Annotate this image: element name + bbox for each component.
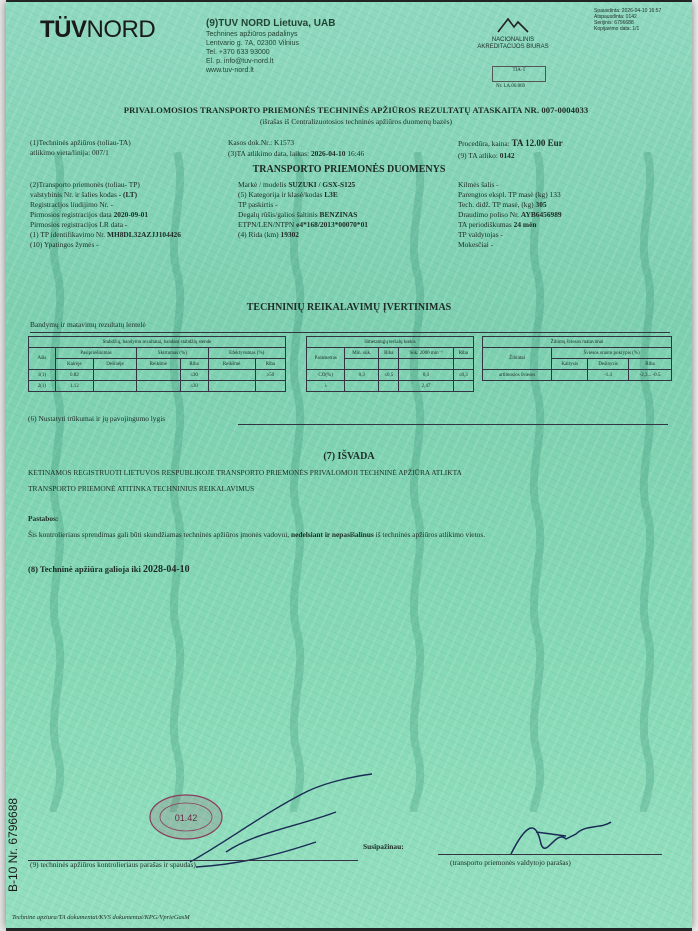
brake-table-title: Stabdžių, bandymo rezultatai, bandant stabdžių stende <box>29 337 286 348</box>
notes-text: Šis kontrolieriaus sprendimas gali būti skundžiamas techninės apžiūros įmonės vadovui, nedelsiant ir nepasišalinus iš techninės apžiūros atlikimo vietos. <box>28 530 486 539</box>
col-header: Efektyvumas (%) <box>208 348 286 359</box>
acknowledged-label: Susipažinau: <box>363 842 404 851</box>
inspector-sign-caption: (9) techninės apžiūros kontrolieriaus parašas ir spaudas) <box>30 860 196 869</box>
tuv-nord-logo: TÜVNORD <box>40 16 156 43</box>
col-header: Skirtumas (%) <box>137 348 208 359</box>
owner-sign-line <box>438 854 662 855</box>
defects-line <box>238 424 668 425</box>
print-meta-line: Spausdinta: 2026-04-10 16:57 <box>594 8 662 14</box>
company-line: Tel. +370 633 93000 <box>206 49 270 56</box>
headlight-table: Žibintų šviesos matavimai Žibintai Šviesos srauto pokrypis (%) Kairysis Dešinysis Riba artimosios šviesos -1.3 -2,3... -0.5 <box>482 336 672 381</box>
guilloche-wave <box>166 152 188 812</box>
company-line: www.tuv-nord.lt <box>206 67 254 74</box>
cash-doc: Kasos dok.Nr.: K1573 <box>228 138 295 147</box>
accreditation-number: Nr. LA.06.069 <box>496 84 526 89</box>
brake-table: Stabdžių, bandymo rezultatai, bandant stabdžių stende Ašis Pasipriešinimas Skirtumas (%) Efektyvumas (%) Kairėje Dešinėje Reikšmė Riba Reikšmė Riba 1(1) 0.82 ≤30 ≥50 2(1) 1.12 ≤30 <box>28 336 286 392</box>
print-meta-line: Serijinis: 6796688 <box>594 20 634 26</box>
serial-number: B-10 Nr. 6796688 <box>6 797 20 892</box>
guilloche-wave <box>526 152 548 812</box>
conclusion-title: (7) IŠVADA <box>323 451 375 462</box>
report-title: PRIVALOMOSIOS TRANSPORTO PRIEMONĖS TECHNINĖS APŽIŪROS REZULTATŲ ATASKAITA NR. 007-0004033 <box>123 105 589 115</box>
table-row: artimosios šviesos -1.3 -2,3... -0.5 <box>483 370 672 381</box>
conclusion-line-2: TRANSPORTO PRIEMONĖ ATITINKA TECHNINIUS REIKALAVIMUS <box>28 484 255 493</box>
footer-path: Technine apziura/TA dokumentai/KVS dokumentai/KPG/VprieGasM <box>12 914 190 921</box>
company-block <box>206 18 335 75</box>
owner-sign-caption: (transporto priemonės valdytojo parašas) <box>450 858 571 867</box>
inspector-id: (9) TA atliko: 0142 <box>458 151 515 160</box>
headlight-table-title: Žibintų šviesos matavimai <box>483 337 672 348</box>
svg-text:01.42: 01.42 <box>174 813 198 823</box>
conclusion-line-1: KETINAMOS REGISTRUOTI LIETUVOS RESPUBLIKOJE TRANSPORTO PRIEMONĖS PRIVALOMOJI TECHNINĖ APŽIŪRA ATLIKTA <box>28 468 462 477</box>
table-row: CO(%) 0,3 ≤0,5 0,3 ≤0,3 <box>307 370 474 381</box>
inspection-report-sheet <box>6 2 692 928</box>
requirements-section-title: TECHNINIŲ REIKALAVIMŲ ĮVERTINIMAS <box>246 302 452 313</box>
table-row: λ 2,47 <box>307 381 474 392</box>
guilloche-wave <box>636 152 658 812</box>
vehicle-col-1: (2)Transporto priemonės (toliau- TP) valstybinis Nr. ir šalies kodas - (LT) Registracijos liudijimo Nr. - Pirmosios registracijos data 2020-09-01 Pirmosios registracijos LR data - (1) TP identifikavimo Nr. MH8DL32AZJJ104426 (10) Ypatingos žymės - <box>30 180 181 249</box>
emission-table: Išmetamųjų teršalų kiekis Parametras Min. sūk. Riba Sūk. 2000 min⁻¹ Riba CO(%) 0,3 ≤0,5 0,3 ≤0,3 λ 2,47 <box>306 336 474 392</box>
accreditation-mark: TIA-T <box>492 66 546 82</box>
col-header: Pasipriešinimas <box>55 348 136 359</box>
defects-label: (6) Nustatyti trūkumai ir jų pavojingumo lygis <box>28 414 166 423</box>
emission-table-title: Išmetamųjų teršalų kiekis <box>307 337 474 348</box>
company-name: (9)TUV NORD Lietuva, UAB <box>206 18 336 29</box>
inspector-signature <box>186 772 376 872</box>
vehicle-col-3: Kilmės šalis - Parengtos ekspl. TP masė (kg) 133 Tech. didž. TP masė, (kg) 305 Draudimo poliso Nr. AYB6456989 TA periodiškumas 24 mėn TP valdytojas - Mokesčiai - <box>458 180 562 249</box>
procedure-price: Procedūra, kaina: TA 12.00 Eur <box>458 138 563 148</box>
inspection-date: (3)TA atlikimo data, laikas: 2026-04-10 16:46 <box>228 149 365 158</box>
accreditation-logo-icon <box>496 16 530 34</box>
report-subtitle: (išrašas iš Centralizuotosios techninės apžiūros duomenų bazės) <box>259 117 453 126</box>
background-right <box>692 0 698 931</box>
print-meta-line: Atspausdinta: 0142 <box>594 14 637 20</box>
guilloche-wave <box>286 152 308 812</box>
print-meta-line: Kopijavimo data: 1/1 <box>594 26 640 32</box>
accreditation-line: NACIONALINIS <box>491 37 535 43</box>
validity: (8) Techninė apžiūra galioja iki 2028-04-10 <box>28 564 190 575</box>
company-line: El. p. info@tuv-nord.lt <box>206 58 274 65</box>
company-line: Techninės apžiūros padalinys <box>206 31 298 38</box>
print-meta <box>594 8 661 32</box>
notes-label: Pastabos: <box>28 514 59 523</box>
accreditation-line: AKREDITACIJOS BIURAS <box>477 44 549 50</box>
company-line: Lentvario g. 7A, 02300 Vilnius <box>206 40 299 47</box>
vehicle-section-title: TRANSPORTO PRIEMONĖS DUOMENYS <box>252 164 446 175</box>
divider <box>30 332 670 333</box>
accreditation-block <box>458 16 568 51</box>
owner-signature <box>506 814 616 864</box>
col-header: Ašis <box>29 348 56 370</box>
ta-place: (1)Techninės apžiūros (toliau-TA) atlikimo vieta/linija: 007/1 <box>30 138 131 157</box>
guilloche-wave <box>46 152 68 812</box>
vehicle-col-2: Markė / modelis SUZUKI / GSX-S125 (5) Kategorija ir klasė/kodas L3E TP paskirtis - Degalų rūšis/galios šaltinis BENZINAS ETPN/LEN/NTPN e4*168/2013*00070*01 (4) Rida (km) 19302 <box>238 180 368 239</box>
tests-label: Bandymų ir matavimų rezultatų lentelė <box>30 320 146 329</box>
table-row: 1(1) 0.82 ≤30 ≥50 <box>29 370 286 381</box>
table-row: 2(1) 1.12 ≤30 <box>29 381 286 392</box>
guilloche-wave <box>406 152 428 812</box>
